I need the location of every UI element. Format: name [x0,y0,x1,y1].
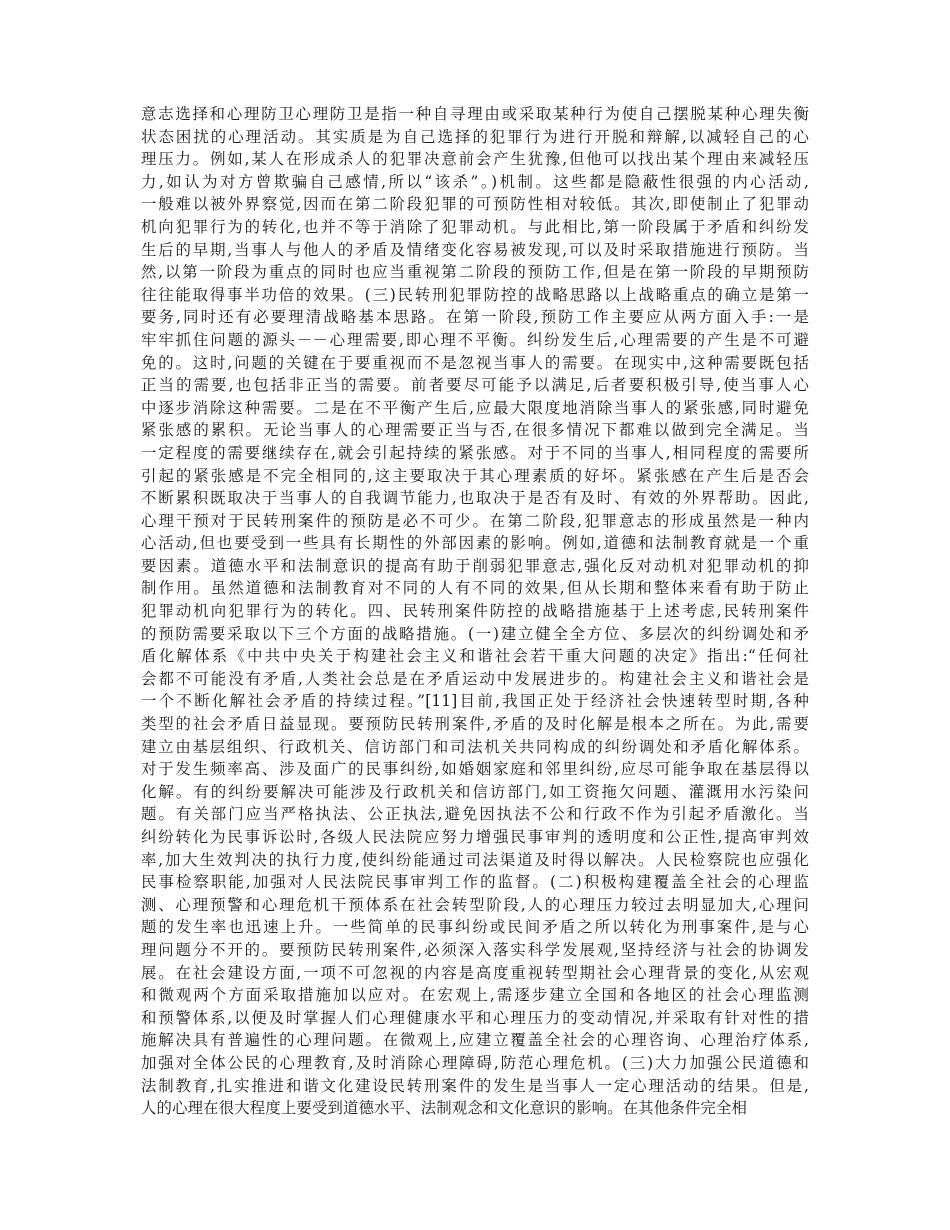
text-line: 力,如认为对方曾欺骗自己感情,所以“该杀”。)机制。这些都是隐蔽性很强的内心活动, [141,172,809,191]
text-line: 率,加大生效判决的执行力度,使纠纷能通过司法渠道及时得以解决。人民检察院也应强化 [141,850,809,869]
document-body [141,103,809,1120]
text-line: 一个不断化解社会矛盾的持续过程。”[11]目前,我国正处于经济社会快速转型时期,各种 [141,692,809,711]
text-line: 生后的早期,当事人与他人的矛盾及情绪变化容易被发现,可以及时采取措施进行预防。当 [141,240,809,259]
text-line: 免的。这时,问题的关键在于要重视而不是忽视当事人的需要。在现实中,这种需要既包括 [141,353,809,372]
text-line: 牢牢抓住问题的源头－－心理需要,即心理不平衡。纠纷发生后,心理需要的产生是不可避 [141,330,809,349]
text-line: 心活动,但也要受到一些具有长期性的外部因素的影响。例如,道德和法制教育就是一个重 [141,534,809,553]
text-line: 然,以第一阶段为重点的同时也应当重视第二阶段的预防工作,但是在第一阶段的早期预防 [141,263,809,282]
text-line: 制作用。虽然道德和法制教育对不同的人有不同的效果,但从长期和整体来看有助于防止 [141,579,809,598]
text-line: 中逐步消除这种需要。二是在不平衡产生后,应最大限度地消除当事人的紧张感,同时避免 [141,398,809,417]
text-line: 要务,同时还有必要理清战略基本思路。在第一阶段,预防工作主要应从两方面入手:一是 [141,308,809,327]
text-line: 盾化解体系《中共中央关于构建社会主义和谐社会若干重大问题的决定》指出:“任何社 [141,647,809,666]
text-line: 加强对全体公民的心理教育,及时消除心理障碍,防范心理危机。(三)大力加强公民道德和 [141,1053,809,1072]
text-line: 不断累积既取决于当事人的自我调节能力,也取决于是否有及时、有效的外界帮助。因此, [141,489,809,508]
text-line: 理压力。例如,某人在形成杀人的犯罪决意前会产生犹豫,但他可以找出某个理由来减轻压 [141,150,809,169]
text-line: 和微观两个方面采取措施加以应对。在宏观上,需逐步建立全国和各地区的社会心理监测 [141,986,809,1005]
text-line: 民事检察职能,加强对人民法院民事审判工作的监督。(二)积极构建覆盖全社会的心理监 [141,873,809,892]
text-line: 理问题分不开的。要预防民转刑案件,必须深入落实科学发展观,坚持经济与社会的协调发 [141,940,809,959]
text-line: 测、心理预警和心理危机干预体系在社会转型阶段,人的心理压力较过去明显加大,心理问 [141,895,809,914]
text-line: 法制教育,扎实推进和谐文化建设民转刑案件的发生是当事人一定心理活动的结果。但是, [141,1076,809,1095]
text-line: 类型的社会矛盾日益显现。要预防民转刑案件,矛盾的及时化解是根本之所在。为此,需要 [141,715,809,734]
text-line: 建立由基层组织、行政机关、信访部门和司法机关共同构成的纠纷调处和矛盾化解体系。 [141,737,809,756]
text-line: 会都不可能没有矛盾,人类社会总是在矛盾运动中发展进步的。构建社会主义和谐社会是 [141,669,809,688]
text-line: 状态困扰的心理活动。其实质是为自己选择的犯罪行为进行开脱和辩解,以减轻自己的心 [141,127,809,146]
text-line: 心理干预对于民转刑案件的预防是必不可少。在第二阶段,犯罪意志的形成虽然是一种内 [141,511,809,530]
text-line: 往往能取得事半功倍的效果。(三)民转刑犯罪防控的战略思路以上战略重点的确立是第一 [141,285,809,304]
text-line: 对于发生频率高、涉及面广的民事纠纷,如婚姻家庭和邻里纠纷,应尽可能争取在基层得以 [141,760,809,779]
text-line: 和预警体系,以便及时掌握人们心理健康水平和心理压力的变动情况,并采取有针对性的措 [141,1008,809,1027]
text-line: 题。有关部门应当严格执法、公正执法,避免因执法不公和行政不作为引起矛盾激化。当 [141,805,809,824]
text-line: 一定程度的需要继续存在,就会引起持续的紧张感。对于不同的当事人,相同程度的需要所 [141,443,809,462]
text-line: 要因素。道德水平和法制意识的提高有助于削弱犯罪意志,强化反对动机对犯罪动机的抑 [141,556,809,575]
text-line: 紧张感的累积。无论当事人的心理需要正当与否,在很多情况下都难以做到完全满足。当 [141,421,809,440]
text-line: 犯罪动机向犯罪行为的转化。四、民转刑案件防控的战略措施基于上述考虑,民转刑案件 [141,602,809,621]
text-line: 引起的紧张感是不完全相同的,这主要取决于其心理素质的好坏。紧张感在产生后是否会 [141,466,809,485]
text-line: 纠纷转化为民事诉讼时,各级人民法院应努力增强民事审判的透明度和公正性,提高审判效 [141,828,809,846]
text-line: 人的心理在很大程度上要受到道德水平、法制观念和文化意识的影响。在其他条件完全相 [141,1099,748,1118]
text-line: 一般难以被外界察觉,因而在第二阶段犯罪的可预防性相对较低。其次,即使制止了犯罪动 [141,195,809,214]
text-line: 化解。有的纠纷要解决可能涉及行政机关和信访部门,如工资拖欠问题、灌溉用水污染问 [141,782,809,801]
text-line: 题的发生率也迅速上升。一些简单的民事纠纷或民间矛盾之所以转化为刑事案件,是与心 [141,918,809,937]
text-line: 正当的需要,也包括非正当的需要。前者要尽可能予以满足,后者要积极引导,使当事人心 [141,376,809,395]
text-line: 机向犯罪行为的转化,也并不等于消除了犯罪动机。与此相比,第一阶段属于矛盾和纠纷发 [141,217,809,236]
text-line: 的预防需要采取以下三个方面的战略措施。(一)建立健全全方位、多层次的纠纷调处和矛 [141,624,809,643]
text-line: 意志选择和心理防卫心理防卫是指一种自寻理由或采取某种行为使自己摆脱某种心理失衡 [141,105,809,123]
text-line: 施解决具有普遍性的心理问题。在微观上,应建立覆盖全社会的心理咨询、心理治疗体系, [141,1031,809,1050]
text-line: 展。在社会建设方面,一项不可忽视的内容是高度重视转型期社会心理背景的变化,从宏观 [141,963,809,982]
